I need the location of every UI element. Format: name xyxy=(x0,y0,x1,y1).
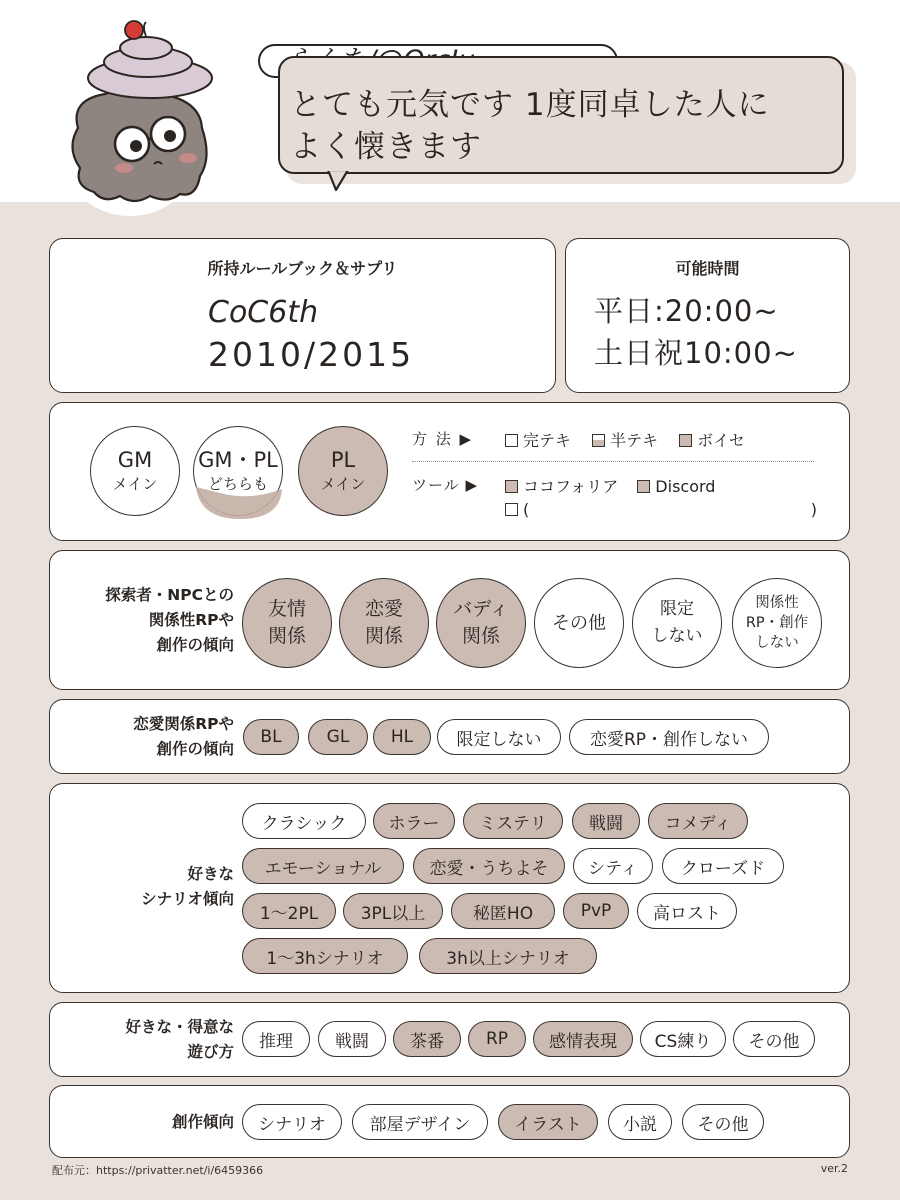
scenario-combat[interactable]: 戦闘 xyxy=(572,803,640,839)
playstyle-deduction[interactable]: 推理 xyxy=(242,1021,310,1057)
romance-card xyxy=(49,699,850,774)
playstyle-cs[interactable]: CS練り xyxy=(640,1021,726,1057)
version-label: ver.2 xyxy=(820,1162,848,1175)
playstyle-other[interactable]: その他 xyxy=(733,1021,815,1057)
tool-other xyxy=(505,500,817,519)
dotted-divider xyxy=(412,461,814,462)
scenario-card xyxy=(49,783,850,993)
scenario-secret-ho[interactable]: 秘匿HO xyxy=(451,893,555,929)
relationship-label xyxy=(66,583,234,658)
relationship-none-3: しない xyxy=(755,635,799,651)
creation-room-design[interactable]: 部屋デザイン xyxy=(352,1104,488,1140)
role-pl-top: PL xyxy=(330,448,356,472)
relationship-none[interactable] xyxy=(732,578,822,668)
source-credit: 配布元：https://privatter.net/i/6459366 xyxy=(52,1164,264,1177)
availability-card xyxy=(565,238,850,393)
relationship-romance-2: 関係 xyxy=(364,625,403,647)
scenario-emotional[interactable]: エモーショナル xyxy=(242,848,404,884)
relationship-label-3: 創作の傾向 xyxy=(156,636,234,654)
relationship-friendship[interactable] xyxy=(242,578,332,668)
intro-speech-bubble xyxy=(278,56,844,174)
tool-options xyxy=(505,474,715,497)
creation-card xyxy=(49,1085,850,1158)
method-options xyxy=(505,428,745,451)
relationship-romance[interactable] xyxy=(339,578,429,668)
romance-hl[interactable]: HL xyxy=(373,719,431,755)
relationship-buddy[interactable] xyxy=(436,578,526,668)
relationship-buddy-1: バディ xyxy=(453,598,509,620)
scenario-1-2pl[interactable]: 1〜2PL xyxy=(242,893,336,929)
rulebooks-line-1: CoC6th xyxy=(208,295,319,330)
scenario-label-2: シナリオ傾向 xyxy=(141,890,234,908)
romance-none[interactable]: 恋愛RP・創作しない xyxy=(569,719,769,755)
scenario-pvp[interactable]: PvP xyxy=(563,893,629,929)
playstyle-card xyxy=(49,1002,850,1077)
intro-line-2: よく懐きます xyxy=(290,129,482,165)
scenario-3pl-plus[interactable]: 3PL以上 xyxy=(343,893,443,929)
tool-option-1: ココフォリア xyxy=(523,477,619,496)
tool-label: ツール ▶ xyxy=(412,476,479,494)
scenario-label-1: 好きな xyxy=(187,865,234,883)
role-pl-circle xyxy=(298,426,388,516)
tool-checkbox-2[interactable] xyxy=(637,480,650,493)
scenario-romance-uchiyoso[interactable]: 恋愛・うちよそ xyxy=(413,848,565,884)
romance-label xyxy=(66,712,234,762)
role-both-top: GM・PL xyxy=(198,448,278,472)
scenario-high-lost[interactable]: 高ロスト xyxy=(637,893,737,929)
playstyle-rp[interactable]: RP xyxy=(468,1021,526,1057)
method-checkbox-3[interactable] xyxy=(679,434,692,447)
relationship-none-2: RP・創作 xyxy=(745,615,809,631)
romance-label-2: 創作の傾向 xyxy=(156,740,234,758)
rulebooks-card xyxy=(49,238,556,393)
creation-label-1: 創作傾向 xyxy=(171,1113,234,1131)
tool-checkbox-1[interactable] xyxy=(505,480,518,493)
mascot-illustration xyxy=(50,8,235,223)
method-option-1: 完テキ xyxy=(523,431,572,450)
romance-unlimited[interactable]: 限定しない xyxy=(437,719,561,755)
method-checkbox-1[interactable] xyxy=(505,434,518,447)
creation-scenario[interactable]: シナリオ xyxy=(242,1104,342,1140)
playstyle-combat[interactable]: 戦闘 xyxy=(318,1021,386,1057)
scenario-label xyxy=(66,862,234,912)
tool-other-close: ) xyxy=(810,500,817,519)
availability-line-1: 平日:20:00~ xyxy=(594,294,779,328)
relationship-none-1: 関係性 xyxy=(755,595,799,611)
role-gm-top: GM xyxy=(117,448,153,472)
speech-tail xyxy=(326,170,352,192)
romance-bl[interactable]: BL xyxy=(243,719,299,755)
intro-line-1: とても元気です 1度同卓した人に xyxy=(290,87,770,123)
rulebooks-title: 所持ルールブック＆サプリ xyxy=(207,259,398,278)
scenario-mystery[interactable]: ミステリ xyxy=(463,803,563,839)
role-card xyxy=(49,402,850,541)
scenario-closed[interactable]: クローズド xyxy=(662,848,784,884)
creation-label xyxy=(66,1110,234,1135)
creation-novel[interactable]: 小説 xyxy=(608,1104,672,1140)
playstyle-label-2: 遊び方 xyxy=(187,1043,234,1061)
relationship-other-1: その他 xyxy=(552,612,606,634)
relationship-buddy-2: 関係 xyxy=(461,625,500,647)
scenario-comedy[interactable]: コメディ xyxy=(648,803,748,839)
playstyle-emotion[interactable]: 感情表現 xyxy=(533,1021,633,1057)
relationship-other[interactable] xyxy=(534,578,624,668)
romance-label-1: 恋愛関係RPや xyxy=(133,715,234,733)
scenario-3h-plus[interactable]: 3h以上シナリオ xyxy=(419,938,597,974)
relationship-unlimited-2: しない xyxy=(651,626,703,646)
tool-other-checkbox[interactable] xyxy=(505,503,518,516)
scenario-classic[interactable]: クラシック xyxy=(242,803,366,839)
role-gm-bottom: メイン xyxy=(112,475,158,493)
creation-illustration[interactable]: イラスト xyxy=(498,1104,598,1140)
scenario-1-3h[interactable]: 1〜3hシナリオ xyxy=(242,938,408,974)
romance-gl[interactable]: GL xyxy=(308,719,368,755)
tool-other-open: ( xyxy=(523,500,530,519)
method-option-2: 半テキ xyxy=(610,431,659,450)
relationship-unlimited[interactable] xyxy=(632,578,722,668)
playstyle-chaban[interactable]: 茶番 xyxy=(393,1021,461,1057)
tool-option-2: Discord xyxy=(655,477,716,496)
relationship-card xyxy=(49,550,850,690)
relationship-friendship-1: 友情 xyxy=(267,598,306,620)
scenario-horror[interactable]: ホラー xyxy=(373,803,455,839)
relationship-label-1: 探索者・NPCとの xyxy=(105,586,234,604)
availability-title: 可能時間 xyxy=(675,259,740,278)
availability-line-2: 土日祝10:00~ xyxy=(594,336,798,370)
relationship-label-2: 関係性RPや xyxy=(148,611,234,629)
playstyle-label-1: 好きな・得意な xyxy=(125,1018,234,1036)
playstyle-label xyxy=(66,1015,234,1065)
role-gm-circle xyxy=(90,426,180,516)
scenario-city[interactable]: シティ xyxy=(573,848,653,884)
relationship-unlimited-1: 限定 xyxy=(660,599,694,619)
method-checkbox-2[interactable] xyxy=(592,434,605,447)
relationship-romance-1: 恋愛 xyxy=(364,598,403,620)
role-both-bottom: どちらも xyxy=(207,475,268,493)
method-option-3: ボイセ xyxy=(697,431,745,450)
rulebooks-line-2: 2010/2015 xyxy=(208,335,415,374)
method-label: 方 法 ▶ xyxy=(412,430,474,448)
relationship-friendship-2: 関係 xyxy=(267,625,306,647)
creation-other[interactable]: その他 xyxy=(682,1104,764,1140)
role-both-circle xyxy=(193,426,283,516)
role-pl-bottom: メイン xyxy=(320,475,366,493)
